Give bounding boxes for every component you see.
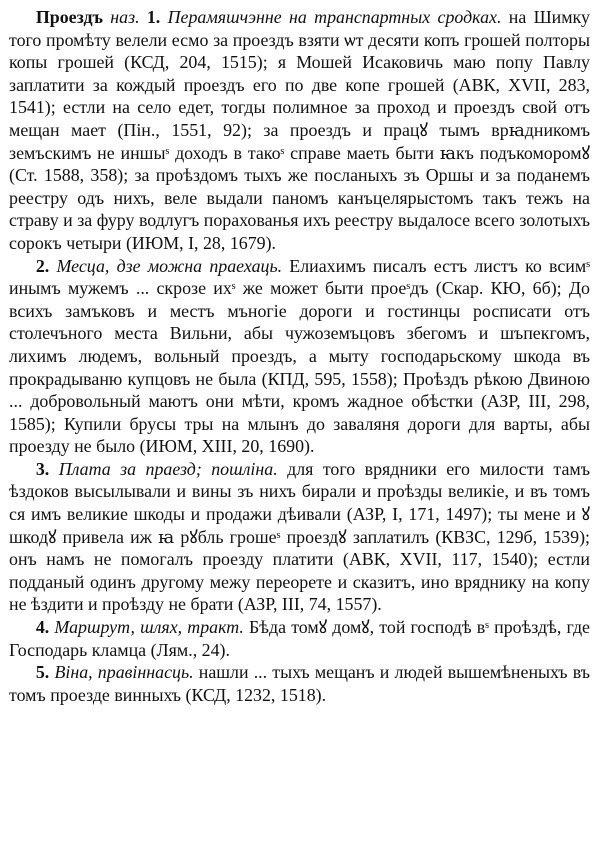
sense-citations: на Шимку того промѣту велели есмо за проездъ взяти ѡт десяти копъ грошей полторы копы грошей (КСД, 204, 1515); я Мошей Исаковичь маю попу Павлу заплатити за кождый проездъ его по две копе грошей (АВК, XVII, 283, 1541); естли на село едет, тогды полимное за проход и проездъ свой отъ мещан мает (Пін., 1551, 92); за проездъ и працꙋ тымъ врꙗдникомъ земъскимъ не иншыˢ доходъ в такоˢ справе маеть быти ꙗкъ подъкоморомꙋ (Ст. 1588, 358); за проѣздомъ тыхъ же посланыхъ зъ Оршы и за поданемъ реестру одъ нихъ, веле выдали паномъ канъцелярыстомъ такъ тежъ на страву и за фуру водлугъ порахованья ихъ реестру выдалосе всего золотыхъ сорокъ четыри (ИЮМ, I, 28, 1679). xyxy=(9,7,590,253)
sense-number: 3. xyxy=(35,458,50,479)
sense-1 xyxy=(9,6,590,255)
sense-citations: нашли ... тыхъ мещанъ и людей вышемѣненыхъ въ томъ проезде винныхъ (КСД, 1232, 1518). xyxy=(9,662,590,705)
sense-3 xyxy=(9,458,590,616)
dictionary-entry xyxy=(9,6,590,706)
grammar-label: наз. xyxy=(110,7,140,27)
sense-definition: Плата за праезд; пошліна. xyxy=(58,458,278,479)
sense-5 xyxy=(9,661,590,706)
sense-number: 5. xyxy=(35,662,50,683)
sense-definition: Маршрут, шлях, тракт. xyxy=(54,617,244,638)
sense-2 xyxy=(9,255,590,458)
sense-citations: Бѣда томꙋ домꙋ, той господѣ вˢ проѣздѣ, где Господарь кламца (Лям., 24). xyxy=(9,617,590,660)
sense-4 xyxy=(9,616,590,661)
headword: Проездъ xyxy=(35,7,103,27)
sense-number: 4. xyxy=(35,617,50,638)
sense-number: 1. xyxy=(146,7,161,27)
sense-definition: Перамяшчэнне на транспартных сродках. xyxy=(167,7,502,27)
sense-definition: Месца, дзе можна праехаць. xyxy=(56,255,283,276)
sense-citations: для того врядники его милости тамъ ѣздоков высылывали и вины зъ нихъ бирали и проѣзды великіе, и въ томъ ся имъ великие шкоды и продажи дѣивали (АЗР, I, 171, 1497); ты мене и ꙋ шкодꙋ привела иж ꙗ рꙋбль грошеˢ проездꙋ заплатилъ (КВЗС, 129б, 1539); онъ намъ не помогалъ проезду платити (АВК, XVII, 117, 1540); естли подданый одинъ другому межу переорете и сказитъ, ино вряднику на копу не ѣздити и проѣзду не брати (АЗР, III, 74, 1557). xyxy=(9,458,590,615)
sense-citations: Елиахимъ писалъ естъ листъ ко всимˢ инымъ мужемъ ... скрозе ихˢ же может быти проеˢдъ (Скар. КЮ, 6б); До всихъ замъковъ и местъ мъногіе дороги и гостинцы росписати отъ столечъного места Вильни, абы чужоземъцовъ збегомъ и шъпекгомъ, лихимъ людемъ, вольный проездъ, а мыту господарьскому шкода въ прокрадываню купцовъ не была (КПД, 595, 1558); Проѣздъ рѣкою Двиною ... добровольный маютъ они мѣти, кромъ жадное обѣстки (АЗР, III, 298, 1585); Купили брусы тры на млынъ до заваляня дороги для варты, абы проезду не было (ИЮМ, XIII, 20, 1690). xyxy=(9,255,590,457)
sense-number: 2. xyxy=(35,255,50,276)
sense-definition: Віна, правіннасць. xyxy=(54,662,194,683)
